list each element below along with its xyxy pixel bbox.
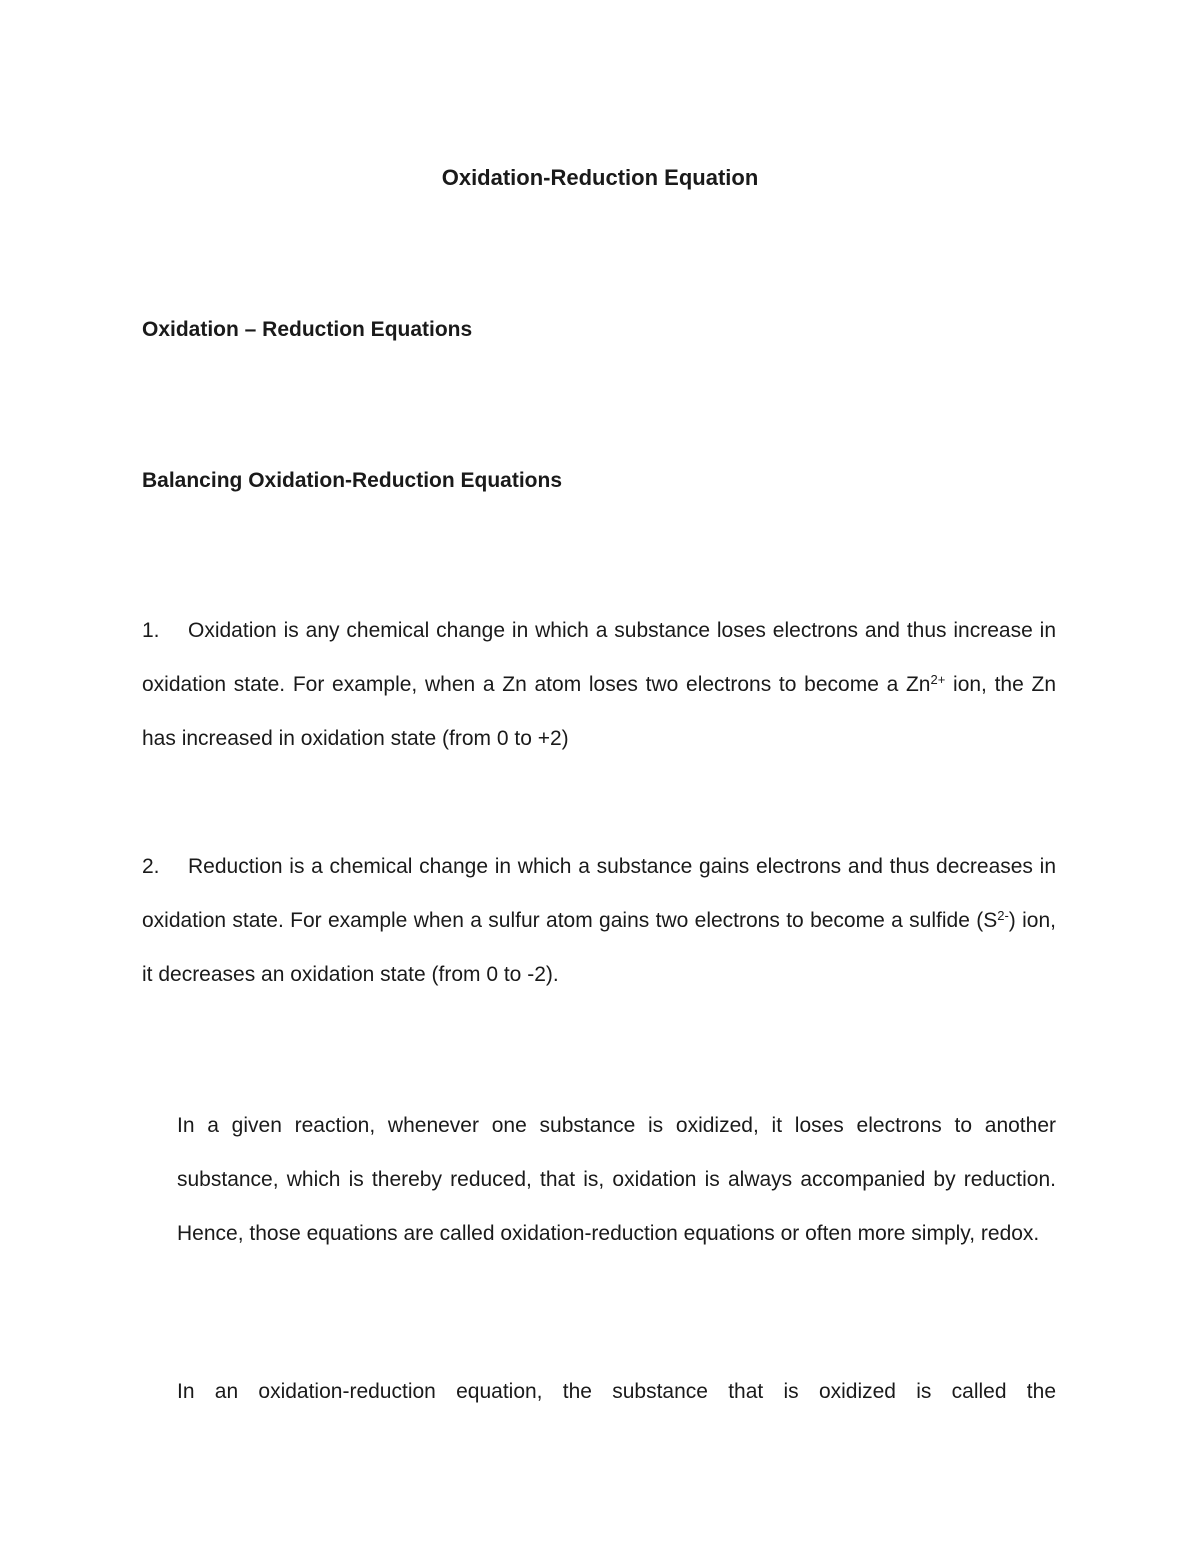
section-heading-oxidation-reduction: Oxidation – Reduction Equations — [142, 318, 473, 341]
list-item-reduction — [142, 840, 1056, 1002]
charge-superscript: 2+ — [930, 672, 946, 687]
list-item-text-continued: ) ion, it decreases an oxidation state (from 0 to -2). — [142, 909, 1057, 986]
list-item-text: Oxidation is any chemical change in which a substance loses electrons and thus increase in oxidation state. For example, when a Zn atom loses two electrons to become a Zn — [142, 619, 1056, 696]
charge-superscript: 2- — [997, 908, 1009, 923]
section-heading-balancing: Balancing Oxidation-Reduction Equations — [142, 469, 563, 492]
document-title: Oxidation-Reduction Equation — [441, 165, 759, 190]
list-item-oxidation — [142, 604, 1056, 766]
list-item-text: Reduction is a chemical change in which a substance gains electrons and thus decreases in oxidation state. For example when a sulfur atom gains two electrons to become a sulfide (S — [142, 855, 1056, 932]
body-paragraph-redox: In a given reaction, whenever one substance is oxidized, it loses electrons to another substance, which is thereby reduced, that is, oxidation is always accompanied by reduction. Hence, those equations are called oxidation-reduction equations or often more simply, redox. — [177, 1114, 1056, 1245]
body-paragraph-oxidized-substance: In an oxidation-reduction equation, the substance that is oxidized is called the — [177, 1380, 1056, 1403]
list-item-number: 1. — [142, 619, 160, 642]
list-item-number: 2. — [142, 855, 160, 878]
list-item-text-continued: ion, the Zn has increased in oxidation state (from 0 to +2) — [142, 673, 1057, 750]
